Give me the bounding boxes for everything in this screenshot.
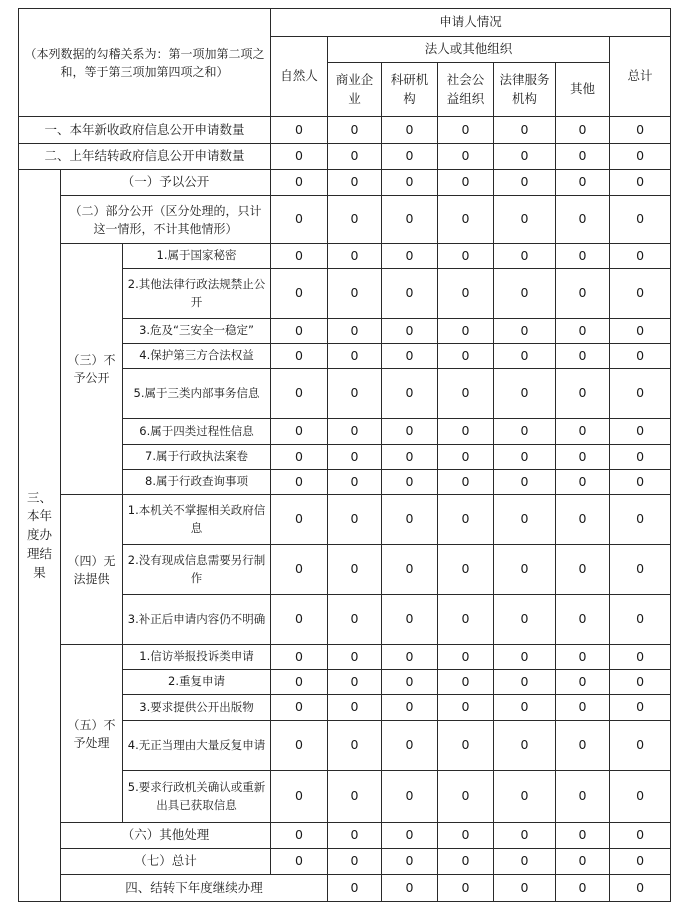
cell-value: 0 [494, 117, 556, 144]
cell-value: 0 [556, 244, 610, 269]
cell-value: 0 [382, 244, 438, 269]
cell-value: 0 [610, 545, 671, 595]
cell-value: 0 [271, 196, 328, 244]
cell-value: 0 [438, 875, 494, 902]
cell-value: 0 [271, 823, 328, 849]
cell-value: 0 [494, 849, 556, 875]
row-label: 6.属于四类过程性信息 [123, 419, 271, 445]
cell-value: 0 [438, 823, 494, 849]
cell-value: 0 [271, 771, 328, 823]
cell-value: 0 [610, 244, 671, 269]
cell-value: 0 [328, 823, 382, 849]
cell-value: 0 [610, 269, 671, 319]
header-natural-person: 自然人 [271, 37, 328, 117]
cell-value: 0 [610, 495, 671, 545]
cell-value: 0 [382, 823, 438, 849]
cell-value: 0 [328, 670, 382, 695]
table-row [19, 244, 671, 269]
cell-value: 0 [556, 144, 610, 170]
header-legal-service: 法律服务机构 [494, 63, 556, 117]
header-legal-persons: 法人或其他组织 [328, 37, 610, 63]
cell-value: 0 [438, 319, 494, 344]
cell-value: 0 [494, 771, 556, 823]
cell-value: 0 [438, 545, 494, 595]
cell-value: 0 [328, 595, 382, 645]
table-row [19, 117, 671, 144]
cell-value: 0 [382, 695, 438, 721]
row-label: 3.要求提供公开出版物 [123, 695, 271, 721]
cell-value: 0 [494, 695, 556, 721]
cell-value: 0 [494, 445, 556, 470]
cell-value: 0 [494, 823, 556, 849]
cell-value: 0 [328, 771, 382, 823]
cell-value: 0 [556, 470, 610, 495]
cell-value: 0 [556, 319, 610, 344]
cell-value: 0 [438, 269, 494, 319]
cell-value: 0 [610, 670, 671, 695]
cell-value: 0 [556, 170, 610, 196]
cell-value: 0 [438, 419, 494, 445]
cell-value: 0 [328, 545, 382, 595]
row-label: 4.保护第三方合法权益 [123, 344, 271, 369]
cell-value: 0 [494, 170, 556, 196]
cell-value: 0 [271, 269, 328, 319]
cell-value: 0 [494, 269, 556, 319]
cell-value: 0 [328, 144, 382, 170]
cell-value: 0 [382, 369, 438, 419]
row-label: 8.属于行政查询事项 [123, 470, 271, 495]
cell-value: 0 [494, 470, 556, 495]
cell-value: 0 [494, 319, 556, 344]
cell-value: 0 [438, 721, 494, 771]
cell-value: 0 [610, 771, 671, 823]
cell-value: 0 [556, 645, 610, 670]
header-row-1 [19, 9, 671, 37]
cell-value: 0 [382, 269, 438, 319]
cell-value: 0 [328, 721, 382, 771]
cell-value: 0 [328, 117, 382, 144]
header-research: 科研机构 [382, 63, 438, 117]
cell-value: 0 [610, 721, 671, 771]
cell-value: 0 [556, 875, 610, 902]
row-label: 1.属于国家秘密 [123, 244, 271, 269]
cell-value: 0 [271, 369, 328, 419]
cell-value: 0 [494, 369, 556, 419]
cell-value: 0 [271, 344, 328, 369]
row-label: 1.信访举报投诉类申请 [123, 645, 271, 670]
cell-value: 0 [494, 144, 556, 170]
table-row [19, 849, 671, 875]
cell-value: 0 [556, 595, 610, 645]
cell-value: 0 [382, 670, 438, 695]
cell-value: 0 [271, 419, 328, 445]
cell-value: 0 [328, 244, 382, 269]
row-label: 2.其他法律行政法规禁止公开 [123, 269, 271, 319]
cell-value: 0 [271, 495, 328, 545]
cell-value: 0 [271, 117, 328, 144]
cell-value: 0 [271, 445, 328, 470]
cell-value: 0 [438, 344, 494, 369]
cell-value: 0 [271, 319, 328, 344]
cell-value: 0 [271, 170, 328, 196]
cell-value: 0 [382, 196, 438, 244]
row-label: 4.无正当理由大量反复申请 [123, 721, 271, 771]
row-label: 5.要求行政机关确认或重新出具已获取信息 [123, 771, 271, 823]
table-row [19, 144, 671, 170]
row-label: 2.重复申请 [123, 670, 271, 695]
cell-value: 0 [271, 545, 328, 595]
cell-value: 0 [328, 369, 382, 419]
cell-value: 0 [382, 319, 438, 344]
cell-value: 0 [382, 344, 438, 369]
cell-value: 0 [438, 849, 494, 875]
cell-value: 0 [382, 595, 438, 645]
cell-value: 0 [438, 695, 494, 721]
cell-value: 0 [438, 196, 494, 244]
section-three-label: 三、本年度办理结果 [19, 170, 61, 902]
cell-value: 0 [556, 670, 610, 695]
cell-value: 0 [271, 144, 328, 170]
table-row [19, 645, 671, 670]
row-label: 7.属于行政执法案卷 [123, 445, 271, 470]
cell-value: 0 [328, 269, 382, 319]
cell-value: 0 [382, 117, 438, 144]
header-others: 其他 [556, 63, 610, 117]
cell-value: 0 [382, 721, 438, 771]
cell-value: 0 [556, 196, 610, 244]
cell-value: 0 [382, 545, 438, 595]
cell-value: 0 [610, 170, 671, 196]
group-three-label: （三）不予公开 [61, 244, 123, 495]
cell-value: 0 [382, 144, 438, 170]
cell-value: 0 [610, 645, 671, 670]
cell-value: 0 [610, 695, 671, 721]
row-label: 3.危及“三安全一稳定” [123, 319, 271, 344]
cell-value: 0 [556, 721, 610, 771]
cell-value: 0 [271, 721, 328, 771]
cell-value: 0 [610, 823, 671, 849]
cell-value: 0 [556, 545, 610, 595]
cell-value: 0 [382, 470, 438, 495]
cell-value: 0 [610, 419, 671, 445]
header-social-welfare: 社会公益组织 [438, 63, 494, 117]
cell-value: 0 [271, 595, 328, 645]
cell-value: 0 [438, 470, 494, 495]
cell-value: 0 [271, 695, 328, 721]
cell-value: 0 [382, 849, 438, 875]
cell-value: 0 [328, 849, 382, 875]
row-label: 二、上年结转政府信息公开申请数量 [19, 144, 271, 170]
cell-value: 0 [610, 117, 671, 144]
cell-value: 0 [382, 170, 438, 196]
cell-value: 0 [556, 849, 610, 875]
cell-value: 0 [328, 445, 382, 470]
header-commercial: 商业企业 [328, 63, 382, 117]
table-row [19, 495, 671, 545]
cell-value: 0 [556, 823, 610, 849]
cell-value: 0 [556, 695, 610, 721]
cell-value: 0 [328, 319, 382, 344]
cell-value: 0 [382, 445, 438, 470]
cell-value: 0 [556, 419, 610, 445]
header-applicant: 申请人情况 [271, 9, 671, 37]
table-row [19, 170, 671, 196]
cell-value: 0 [271, 244, 328, 269]
row-label: 3.补正后申请内容仍不明确 [123, 595, 271, 645]
cell-value: 0 [556, 117, 610, 144]
header-total: 总计 [610, 37, 671, 117]
cell-value: 0 [328, 470, 382, 495]
cell-value: 0 [610, 319, 671, 344]
cell-value: 0 [271, 645, 328, 670]
cell-value: 0 [556, 344, 610, 369]
cell-value: 0 [438, 117, 494, 144]
cell-value: 0 [382, 419, 438, 445]
cell-value: 0 [328, 170, 382, 196]
cell-value: 0 [271, 670, 328, 695]
cell-value: 0 [610, 196, 671, 244]
group-five-label: （五）不予处理 [61, 645, 123, 823]
cell-value: 0 [438, 670, 494, 695]
cell-value: 0 [438, 369, 494, 419]
cell-value: 0 [494, 344, 556, 369]
cell-value: 0 [438, 170, 494, 196]
cell-value: 0 [610, 470, 671, 495]
cell-value: 0 [494, 875, 556, 902]
cell-value: 0 [328, 875, 382, 902]
cell-value: 0 [610, 369, 671, 419]
row-label: （七）总计 [61, 849, 271, 875]
cell-value: 0 [328, 196, 382, 244]
cell-value: 0 [438, 771, 494, 823]
cell-value: 0 [382, 495, 438, 545]
cell-value: 0 [438, 495, 494, 545]
cell-value: 0 [271, 470, 328, 495]
cell-value: 0 [556, 495, 610, 545]
cell-value: 0 [494, 244, 556, 269]
cell-value: 0 [438, 595, 494, 645]
cell-value: 0 [382, 875, 438, 902]
cell-value: 0 [610, 875, 671, 902]
row-label: 5.属于三类内部事务信息 [123, 369, 271, 419]
table-row [19, 875, 671, 902]
cell-value: 0 [328, 495, 382, 545]
cell-value: 0 [438, 645, 494, 670]
cell-value: 0 [610, 595, 671, 645]
cell-value: 0 [610, 344, 671, 369]
cell-value: 0 [556, 369, 610, 419]
header-note: （本列数据的勾稽关系为：第一项加第二项之和，等于第三项加第四项之和） [19, 9, 271, 117]
cell-value: 0 [494, 545, 556, 595]
cell-value: 0 [328, 344, 382, 369]
row-label: （二）部分公开（区分处理的，只计这一情形，不计其他情形） [61, 196, 271, 244]
cell-value: 0 [494, 721, 556, 771]
cell-value: 0 [494, 670, 556, 695]
cell-value: 0 [438, 445, 494, 470]
cell-value: 0 [494, 419, 556, 445]
row-label: 1.本机关不掌握相关政府信息 [123, 495, 271, 545]
cell-value: 0 [494, 595, 556, 645]
cell-value: 0 [610, 445, 671, 470]
row-label: 一、本年新收政府信息公开申请数量 [19, 117, 271, 144]
cell-value: 0 [328, 695, 382, 721]
table-row [19, 196, 671, 244]
cell-value: 0 [494, 645, 556, 670]
cell-value: 0 [610, 849, 671, 875]
cell-value: 0 [438, 244, 494, 269]
cell-value: 0 [494, 495, 556, 545]
cell-value: 0 [382, 645, 438, 670]
cell-value: 0 [556, 269, 610, 319]
cell-value: 0 [556, 771, 610, 823]
cell-value: 0 [382, 771, 438, 823]
cell-value: 0 [328, 645, 382, 670]
row-label: 四、结转下年度继续办理 [61, 875, 328, 902]
statistics-table [18, 8, 671, 902]
row-label: （六）其他处理 [61, 823, 271, 849]
group-four-label: （四）无法提供 [61, 495, 123, 645]
row-label: （一）予以公开 [61, 170, 271, 196]
cell-value: 0 [556, 445, 610, 470]
cell-value: 0 [610, 144, 671, 170]
table-row [19, 823, 671, 849]
row-label: 2.没有现成信息需要另行制作 [123, 545, 271, 595]
cell-value: 0 [438, 144, 494, 170]
cell-value: 0 [328, 419, 382, 445]
cell-value: 0 [271, 849, 328, 875]
cell-value: 0 [494, 196, 556, 244]
